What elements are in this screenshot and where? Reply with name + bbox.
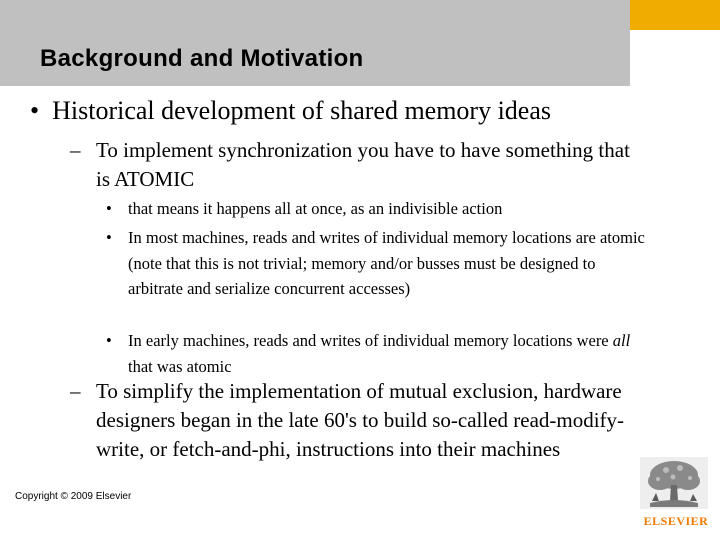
point-atomic-reads-writes	[106, 225, 646, 302]
title-bar	[0, 0, 630, 86]
bullet-level-1	[30, 95, 551, 127]
dash-marker: –	[70, 138, 81, 162]
bullet-marker: •	[30, 96, 40, 125]
point-marker: •	[106, 331, 112, 350]
sub-bullet-synchronization	[70, 136, 630, 194]
point-marker: •	[106, 228, 112, 247]
bullet-text: Historical development of shared memory ideas	[52, 96, 552, 125]
copyright-notice: Copyright © 2009 Elsevier	[15, 491, 132, 502]
dash-marker: –	[70, 379, 81, 403]
sub-bullet-text: To implement synchronization you have to have something that is ATOMIC	[96, 138, 630, 191]
point-marker: •	[106, 199, 112, 218]
elsevier-tree-logo-icon	[640, 457, 708, 509]
point-indivisible	[106, 196, 646, 222]
point-text-emphasis: all	[612, 331, 631, 350]
accent-block	[630, 0, 720, 30]
point-text: In most machines, reads and writes of individual memory locations are atomic (note that this is not trivial; memory and/or busses must be designed to arbitrate and serialize concurrent accesses)	[128, 228, 645, 298]
point-text: that means it happens all at once, as an indivisible action	[128, 199, 503, 218]
elsevier-logo-text: ELSEVIER	[643, 514, 709, 528]
point-early-machines	[106, 328, 646, 379]
sub-bullet-text: To simplify the implementation of mutual exclusion, hardware designers began in the late 60's to build so-called read-modify-write, or fetch-and-phi, instructions into their machines	[96, 379, 625, 461]
point-text	[128, 328, 646, 379]
sub-bullet-mutual-exclusion	[70, 377, 630, 464]
slide-title: Background and Motivation	[40, 45, 364, 72]
point-text-after: that was atomic	[128, 356, 232, 376]
point-text-before: In early machines, reads and writes of individual memory locations were	[128, 331, 613, 350]
